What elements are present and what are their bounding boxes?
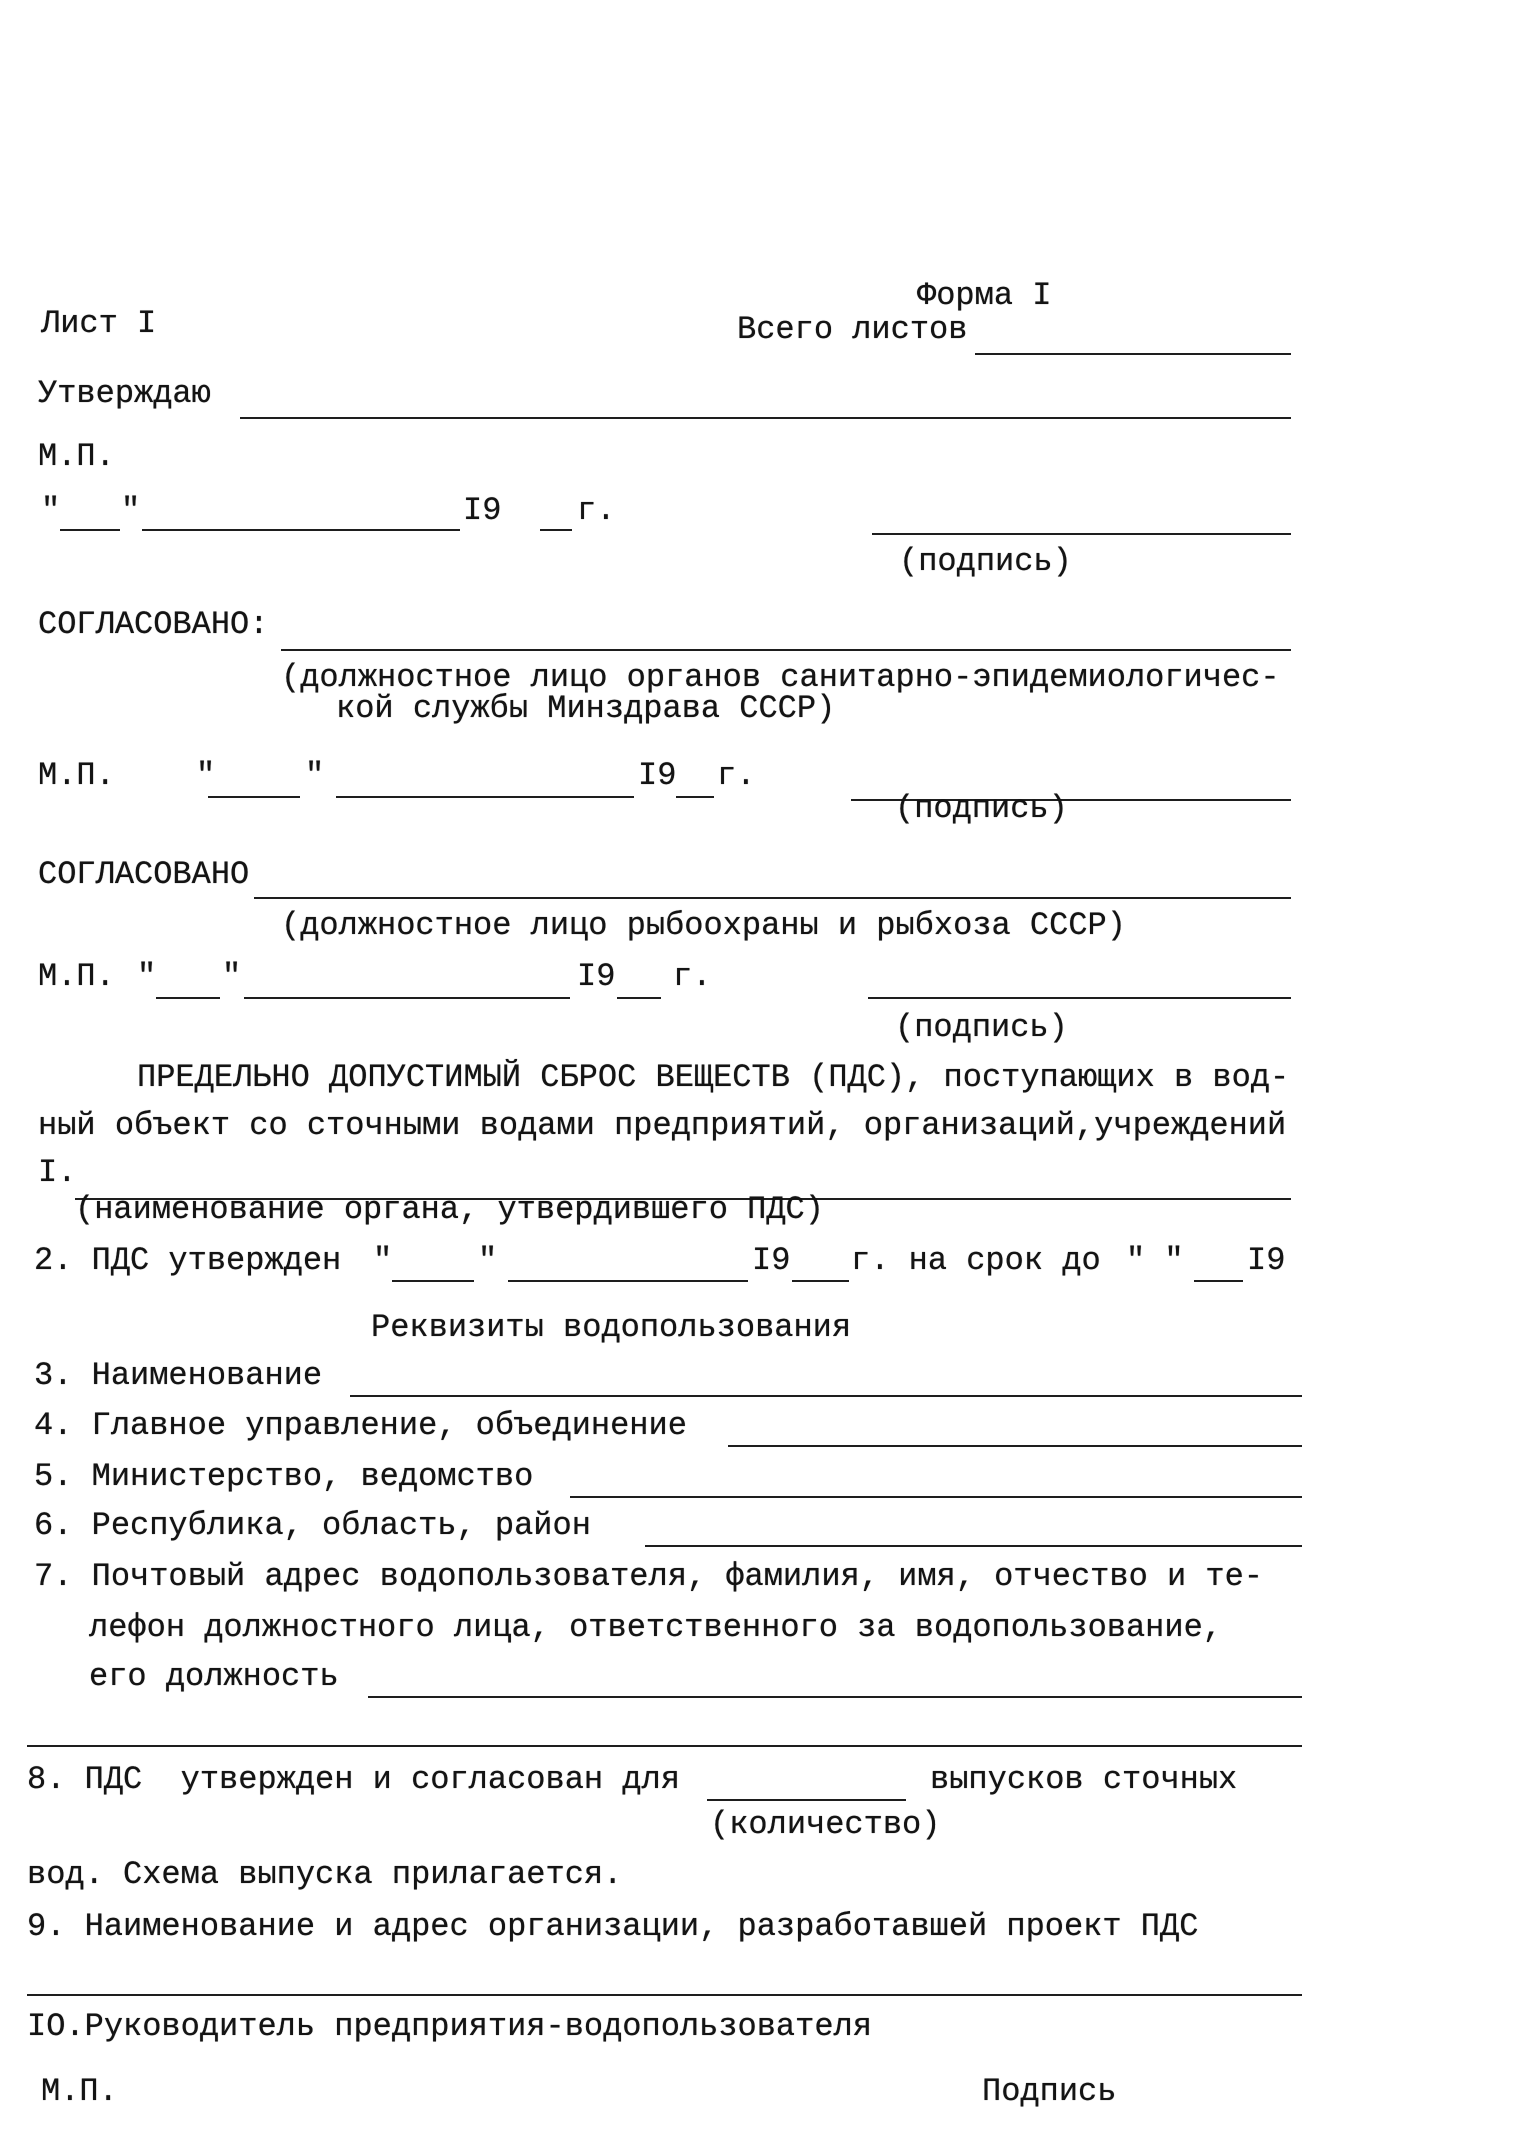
agreement-fishery-signature-caption: (подпись) [895,1009,1068,1046]
agreement-sanitary-day-open-quote: " [196,757,216,794]
item8-continuation: вод. Схема выпуска прилагается. [27,1856,623,1893]
agreement-fishery-stamp: М.П. [38,958,115,995]
agreement-sanitary-day-blank [208,796,300,798]
approval-signature-line [872,533,1291,535]
item2-label: 2. ПДС утвержден [34,1242,342,1279]
document-title-line2: ный объект со сточными водами предприятий, организаций,учреждений [38,1107,1287,1144]
item3-label: 3. Наименование [34,1357,323,1394]
requisites-heading: Реквизиты водопользования [371,1309,852,1346]
agreement-sanitary-label: СОГЛАСОВАНО: [38,606,269,643]
item2-year-prefix: I9 [752,1242,791,1279]
item5-label: 5. Министерство, ведомство [34,1458,534,1495]
agreement-sanitary-month-blank [336,796,634,798]
approval-blank [240,417,1291,419]
agreement-fishery-caption: (должностное лицо рыбоохраны и рыбхоза СССР) [281,907,1126,944]
item2-term-blank [1194,1280,1243,1282]
total-sheets-blank [975,353,1291,355]
agreement-sanitary-caption-line1: (должностное лицо органов санитарно-эпидемиологичес- [281,659,1280,696]
approval-day-blank [60,529,120,531]
item2-day-open-quote: " [373,1242,393,1279]
item7-blank-continuation [27,1745,1302,1747]
agreement-sanitary-signature-caption: (подпись) [895,790,1068,827]
item7-label-line3: его должность [89,1658,339,1695]
item6-label: 6. Республика, область, район [34,1507,591,1544]
item2-day-close-quote: " [478,1242,498,1279]
item4-blank [728,1445,1302,1447]
agreement-fishery-label: СОГЛАСОВАНО [38,856,250,893]
item3-blank [350,1395,1302,1397]
agreement-fishery-month-blank [244,997,570,999]
item2-day-blank [392,1280,474,1282]
agreement-fishery-year-blank [617,997,661,999]
agreement-fishery-year-suffix: г. [673,958,712,995]
approval-year-prefix: I9 [463,492,502,529]
item10-signature-label: Подпись [982,2073,1117,2110]
item8-quantity-blank [707,1799,906,1801]
item1-number: I. [38,1154,77,1191]
item6-blank [645,1545,1302,1547]
agreement-sanitary-year-blank [676,796,714,798]
item10-label: IO.Руководитель предприятия-водопользователя [27,2008,872,2045]
item7-label-line2: лефон должностного лица, ответственного за водопользование, [89,1609,1222,1646]
item2-term-year: I9 [1247,1242,1286,1279]
item2-term-label: г. на срок до [851,1242,1101,1279]
agreement-sanitary-day-close-quote: " [305,757,325,794]
agreement-fishery-signature-line [868,997,1291,999]
approval-year-blank [540,529,572,531]
document-title-line1: ПРЕДЕЛЬНО ДОПУСТИМЫЙ СБРОС ВЕЩЕСТВ (ПДС), поступающих в вод- [137,1059,1290,1096]
approval-stamp: М.П. [38,438,115,475]
agreement-sanitary-blank [281,649,1291,651]
approval-year-suffix: г. [577,492,616,529]
agreement-fishery-blank [254,897,1291,899]
item7-blank [368,1696,1302,1698]
sheet-number-label: Лист I [41,305,157,342]
item10-stamp: М.П. [41,2073,118,2110]
item2-month-blank [508,1280,748,1282]
approval-day-open-quote: " [41,492,61,529]
agreement-fishery-year-prefix: I9 [577,958,616,995]
agreement-sanitary-stamp: М.П. [38,757,115,794]
total-sheets-label: Всего листов [737,311,968,348]
item8-label: 8. ПДС утвержден и согласован для [27,1761,680,1798]
agreement-sanitary-year-suffix: г. [717,757,756,794]
item5-blank [570,1496,1302,1498]
item9-label: 9. Наименование и адрес организации, разработавшей проект ПДС [27,1908,1199,1945]
item9-blank [27,1994,1302,1996]
approval-signature-caption: (подпись) [899,543,1072,580]
agreement-fishery-day-blank [156,997,220,999]
item1-caption: (наименование органа, утвердившего ПДС) [75,1191,824,1228]
agreement-fishery-day-close-quote: " [222,958,242,995]
approval-label: Утверждаю [38,375,211,412]
agreement-sanitary-year-prefix: I9 [638,757,677,794]
approval-day-close-quote: " [121,492,141,529]
item2-term-quotes: " " [1126,1242,1184,1279]
approval-month-blank [142,529,460,531]
item4-label: 4. Главное управление, объединение [34,1407,687,1444]
item2-year-blank [792,1280,849,1282]
agreement-sanitary-caption-line2: кой службы Минздрава СССР) [336,690,836,727]
form-number-label: Форма I [917,277,1052,314]
item8-quantity-caption: (количество) [710,1806,941,1843]
item7-label-line1: 7. Почтовый адрес водопользователя, фамилия, имя, отчество и те- [34,1558,1263,1595]
agreement-fishery-day-open-quote: " [137,958,157,995]
item8-tail: выпусков сточных [930,1761,1238,1798]
